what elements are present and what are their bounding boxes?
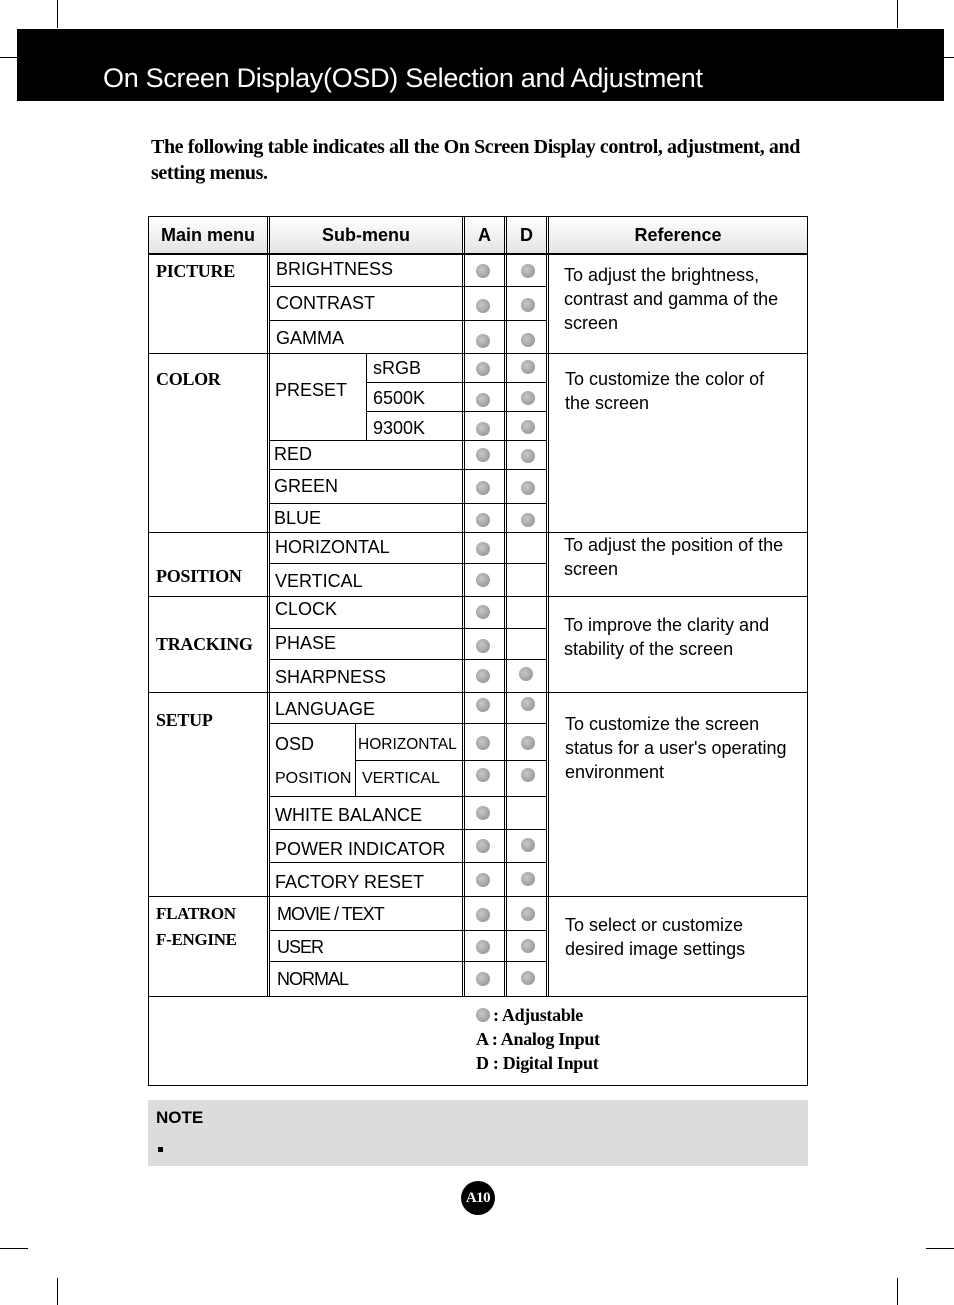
analog-dot [476,542,490,556]
bullet-icon [158,1147,163,1152]
sub-menu-language: LANGUAGE [275,699,376,719]
crop-mark [0,57,17,58]
analog-dot [476,605,490,619]
analog-dot [476,669,490,683]
sub-menu-normal: NORMAL [277,969,349,989]
row-divider [270,862,547,863]
group-divider [149,353,807,354]
sub-menu-brightness: BRIGHTNESS [276,259,394,279]
sub-menu-clock: CLOCK [275,599,338,619]
row-divider [270,286,547,287]
legend-digital: D : Digital Input [476,1053,599,1073]
digital-dot [521,481,535,495]
sub-menu-sharpness: SHARPNESS [275,667,387,687]
reference-color: To customize the color of the screen [565,369,765,413]
row-divider [270,628,547,629]
sub-menu-white-balance: WHITE BALANCE [275,805,423,825]
row-divider [270,440,547,441]
digital-dot [521,736,535,750]
sub-menu-red: RED [274,444,313,464]
analog-dot [476,334,490,348]
sub-menu-osd-position: POSITION [275,770,352,787]
analog-dot [476,940,490,954]
sub-menu-horizontal: HORIZONTAL [275,537,390,557]
analog-dot [476,839,490,853]
analog-dot [476,481,490,495]
crop-mark [897,0,898,28]
page-number: A10 [461,1181,495,1215]
digital-dot [521,697,535,711]
analog-dot [476,362,490,376]
row-divider [270,723,547,724]
row-divider [367,411,547,412]
column-divider [462,217,463,996]
sub-menu-power-indicator: POWER INDICATOR [275,839,446,859]
header-rule [149,253,807,255]
digital-dot [521,768,535,782]
column-divider [504,217,505,996]
main-menu-f-engine: F-ENGINE [156,930,237,949]
analog-dot [476,448,490,462]
analog-dot [476,393,490,407]
analog-dot [476,422,490,436]
crop-mark [57,0,58,28]
sub-menu-srgb: sRGB [373,358,422,378]
legend-adjustable-text: : Adjustable [493,1005,583,1025]
sub-menu-blue: BLUE [274,508,322,528]
digital-dot [521,971,535,985]
column-divider [464,217,465,996]
digital-dot [521,939,535,953]
analog-dot [476,908,490,922]
header-sub-menu: Sub-menu [270,217,462,253]
page-title: On Screen Display(OSD) Selection and Adjustment [103,63,703,93]
sub-menu-user: USER [277,937,324,957]
digital-dot [521,872,535,886]
column-divider [366,354,367,440]
reference-flatron: To select or customize desired image settings [565,915,746,959]
group-divider [149,596,807,597]
column-divider [506,217,507,996]
digital-dot [521,298,535,312]
analog-dot [476,806,490,820]
reference-tracking: To improve the clarity and stability of the screen [564,615,770,659]
sub-menu-contrast: CONTRAST [276,293,375,313]
header-digital: D [507,217,546,253]
row-divider [367,382,547,383]
analog-dot [476,513,490,527]
sub-menu-preset: PRESET [275,380,348,400]
sub-menu-osd: OSD [275,734,315,754]
analog-dot [476,264,490,278]
sub-menu-green: GREEN [274,476,339,496]
legend [476,1003,600,1075]
legend-analog: A : Analog Input [476,1029,600,1049]
row-divider [270,503,547,504]
analog-dot [476,873,490,887]
sub-menu-factory-reset: FACTORY RESET [275,872,425,892]
row-divider [270,796,547,797]
adjustable-dot-icon [476,1008,490,1022]
row-divider [270,829,547,830]
row-divider [270,961,547,962]
digital-dot [521,420,535,434]
note-box [148,1100,808,1166]
analog-dot [476,639,490,653]
intro-text: The following table indicates all the On Screen Display control, adjustment, and setting menus. [151,136,800,184]
digital-dot [521,360,535,374]
legend-adjustable [476,1003,600,1027]
sub-menu-6500k: 6500K [373,388,426,408]
sub-menu-gamma: GAMMA [276,328,345,348]
sub-menu-vertical: VERTICAL [275,571,363,591]
header-main-menu: Main menu [149,217,267,253]
main-menu-flatron: FLATRON [156,904,236,923]
group-divider [149,896,807,897]
reference-picture: To adjust the brightness, contrast and gamma of the screen [564,265,779,333]
analog-dot [476,573,490,587]
digital-dot [521,907,535,921]
analog-dot [476,698,490,712]
sub-menu-9300k: 9300K [373,418,426,438]
column-divider [546,217,547,996]
digital-dot [521,391,535,405]
analog-dot [476,972,490,986]
note-title: NOTE [156,1108,204,1127]
row-divider [270,930,547,931]
header-reference: Reference [549,217,807,253]
column-divider [267,217,268,996]
main-menu-picture: PICTURE [156,261,235,281]
analog-dot [476,299,490,313]
crop-mark [57,1278,58,1305]
row-divider [356,760,547,761]
digital-dot [519,667,533,681]
digital-dot [521,838,535,852]
column-divider [548,217,549,996]
crop-mark [926,1248,954,1249]
sub-menu-phase: PHASE [275,633,337,653]
reference-position: To adjust the position of the screen [564,535,784,579]
sub-menu-osd-horizontal: HORIZONTAL [358,736,457,753]
header-bar [17,29,944,101]
digital-dot [521,264,535,278]
sub-menu-osd-vertical: VERTICAL [362,770,440,787]
group-divider [149,996,807,997]
crop-mark [897,1278,898,1305]
analog-dot [476,768,490,782]
main-menu-tracking: TRACKING [156,634,253,654]
digital-dot [521,333,535,347]
group-divider [149,692,807,693]
main-menu-setup: SETUP [156,710,213,730]
digital-dot [521,513,535,527]
analog-dot [476,736,490,750]
row-divider [270,469,547,470]
row-divider [270,659,547,660]
reference-setup: To customize the screen status for a user's operating environment [565,714,787,782]
row-divider [270,320,547,321]
main-menu-position: POSITION [156,566,242,586]
sub-menu-movie-text: MOVIE / TEXT [277,904,384,924]
column-divider [269,217,270,996]
main-menu-color: COLOR [156,369,221,389]
row-divider [270,563,547,564]
crop-mark [0,1248,28,1249]
digital-dot [521,449,535,463]
header-analog: A [465,217,504,253]
crop-mark [944,57,954,58]
